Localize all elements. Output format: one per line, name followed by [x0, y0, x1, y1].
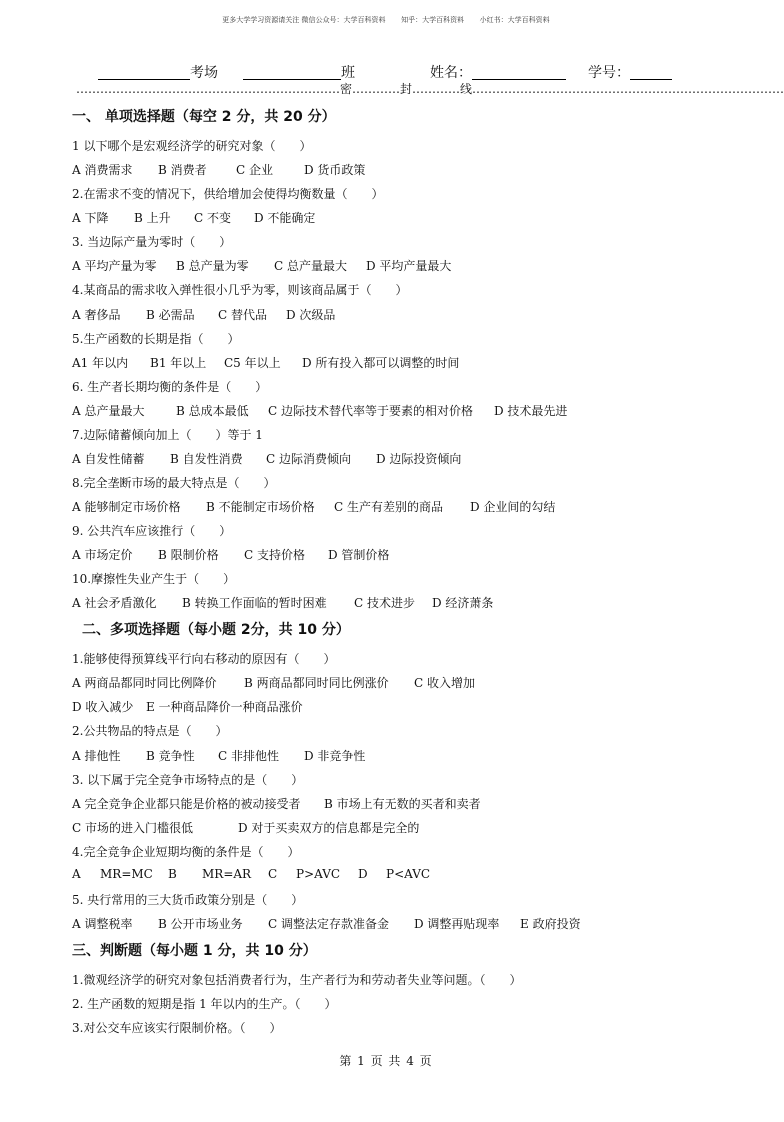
option[interactable]: C 调整法定存款准备金 [268, 917, 389, 931]
option[interactable]: D 次级品 [286, 308, 336, 322]
top-promo-note: 更多大学学习资源请关注 微信公众号：大学百科资料 知乎：大学百科资料 小红书：大学百科资料 [222, 16, 550, 24]
option-text[interactable]: P<AVC [386, 867, 431, 881]
question: 1.能够使得预算线平行向右移动的原因有（ ） [72, 652, 336, 666]
option[interactable]: B 限制价格 [158, 548, 219, 562]
option[interactable]: D 调整再贴现率 [414, 917, 500, 931]
option[interactable]: A 能够制定市场价格 [72, 500, 181, 514]
section-title-multiple-choice: 二、多项选择题（每小题 2分，共 10 分） [82, 622, 350, 638]
option[interactable]: C5 年以上 [224, 356, 281, 370]
question: 1 以下哪个是宏观经济学的研究对象（ ） [72, 139, 312, 153]
option[interactable]: A 调整税率 [72, 917, 133, 931]
option-text[interactable]: MR=MC [100, 867, 153, 881]
option[interactable]: B 总产量为零 [176, 259, 249, 273]
option[interactable]: A 两商品都同时同比例降价 [72, 676, 217, 690]
question: 2.在需求不变的情况下，供给增加会使得均衡数量（ ） [72, 187, 384, 201]
option[interactable]: B 上升 [134, 211, 171, 225]
seal-char-xian: 线 [460, 82, 473, 96]
option[interactable]: C 技术进步 [354, 596, 415, 610]
option-letter[interactable]: D [358, 867, 368, 881]
option[interactable]: B 消费者 [158, 163, 207, 177]
option[interactable]: A 市场定价 [72, 548, 133, 562]
name-label: 姓名： [430, 65, 472, 81]
question: 4.某商品的需求收入弹性很小几乎为零，则该商品属于（ ） [72, 283, 408, 297]
exam-site-field [98, 62, 218, 82]
option[interactable]: A 自发性储蓄 [72, 452, 145, 466]
question: 3. 当边际产量为零时（ ） [72, 235, 232, 249]
judge-question: 3.对公交车应该实行限制价格。（ ） [72, 1021, 282, 1035]
option[interactable]: C 生产有差别的商品 [334, 500, 443, 514]
seal-char-feng: 封 [400, 82, 413, 96]
judge-question: 1.微观经济学的研究对象包括消费者行为，生产者行为和劳动者失业等问题。（ ） [72, 973, 522, 987]
option[interactable]: A 排他性 [72, 749, 121, 763]
option-letter[interactable]: A [72, 867, 81, 881]
question: 7.边际储蓄倾向加上（ ）等于 1 [72, 428, 263, 442]
exam-site-blank[interactable] [98, 65, 190, 80]
option[interactable]: E 一种商品降价一种商品涨价 [146, 700, 303, 714]
option[interactable]: C 边际技术替代率等于要素的相对价格 [268, 404, 473, 418]
option[interactable]: C 不变 [194, 211, 231, 225]
option[interactable]: C 替代品 [218, 308, 267, 322]
option[interactable]: C 非排他性 [218, 749, 279, 763]
option[interactable]: B 自发性消费 [170, 452, 243, 466]
option[interactable]: B1 年以上 [150, 356, 207, 370]
option[interactable]: B 公开市场业务 [158, 917, 243, 931]
option-letter[interactable]: C [268, 867, 278, 881]
option-letter[interactable]: B [168, 867, 177, 881]
option[interactable]: D 经济萧条 [432, 596, 494, 610]
name-blank[interactable] [472, 65, 566, 80]
seal-char-mi: 密 [340, 82, 353, 96]
student-id-blank[interactable] [630, 65, 672, 80]
section-title-single-choice: 一、 单项选择题（每空 2 分，共 20 分） [72, 109, 336, 125]
option[interactable]: D 平均产量最大 [366, 259, 452, 273]
option[interactable]: B 总成本最低 [176, 404, 249, 418]
class-field [243, 62, 355, 82]
option[interactable]: B 转换工作面临的暂时困难 [182, 596, 327, 610]
option[interactable]: A1 年以内 [72, 356, 129, 370]
option[interactable]: A 社会矛盾激化 [72, 596, 157, 610]
class-blank[interactable] [243, 65, 341, 80]
exam-site-label: 考场 [190, 65, 218, 81]
option-text[interactable]: MR=AR [202, 867, 252, 881]
seal-line: …………………………………………………………密…………封…………线…………………………………………………………………… [76, 82, 784, 96]
option[interactable]: B 竞争性 [146, 749, 195, 763]
option[interactable]: C 企业 [236, 163, 273, 177]
option[interactable]: D 不能确定 [254, 211, 316, 225]
option[interactable]: D 货币政策 [304, 163, 366, 177]
question: 8.完全垄断市场的最大特点是（ ） [72, 476, 276, 490]
option[interactable]: D 收入减少 [72, 700, 134, 714]
option[interactable]: D 对于买卖双方的信息都是完全的 [238, 821, 420, 835]
option[interactable]: C 收入增加 [414, 676, 475, 690]
option[interactable]: B 市场上有无数的买者和卖者 [324, 797, 481, 811]
exam-info-row [98, 62, 688, 82]
question: 9. 公共汽车应该推行（ ） [72, 524, 232, 538]
option[interactable]: D 企业间的勾结 [470, 500, 556, 514]
question: 3. 以下属于完全竞争市场特点的是（ ） [72, 773, 304, 787]
option[interactable]: B 两商品都同时同比例涨价 [244, 676, 389, 690]
student-id-label: 学号： [588, 65, 630, 81]
option[interactable]: A 总产量最大 [72, 404, 145, 418]
option[interactable]: B 必需品 [146, 308, 195, 322]
option[interactable]: C 总产量最大 [274, 259, 347, 273]
option[interactable]: D 所有投入都可以调整的时间 [302, 356, 460, 370]
section-title-true-false: 三、判断题（每小题 1 分，共 10 分） [72, 943, 317, 959]
option[interactable]: A 消费需求 [72, 163, 133, 177]
option[interactable]: E 政府投资 [520, 917, 581, 931]
page-footer: 第 1 页 共 4 页 [339, 1054, 433, 1068]
option[interactable]: A 平均产量为零 [72, 259, 157, 273]
question: 4.完全竞争企业短期均衡的条件是（ ） [72, 845, 300, 859]
option[interactable]: D 技术最先进 [494, 404, 568, 418]
option[interactable]: D 非竞争性 [304, 749, 366, 763]
name-field [430, 62, 566, 82]
judge-question: 2. 生产函数的短期是指 1 年以内的生产。（ ） [72, 997, 337, 1011]
option[interactable]: C 支持价格 [244, 548, 305, 562]
option[interactable]: A 完全竞争企业都只能是价格的被动接受者 [72, 797, 301, 811]
student-id-field [588, 62, 672, 82]
option-text[interactable]: P>AVC [296, 867, 341, 881]
option[interactable]: D 管制价格 [328, 548, 390, 562]
question: 2.公共物品的特点是（ ） [72, 724, 228, 738]
option[interactable]: D 边际投资倾向 [376, 452, 462, 466]
option[interactable]: A 下降 [72, 211, 109, 225]
class-label: 班 [341, 65, 355, 81]
option[interactable]: C 边际消费倾向 [266, 452, 351, 466]
question: 5. 央行常用的三大货币政策分别是（ ） [72, 893, 304, 907]
option[interactable]: A 奢侈品 [72, 308, 121, 322]
option[interactable]: C 市场的进入门槛很低 [72, 821, 193, 835]
question: 10.摩擦性失业产生于（ ） [72, 572, 236, 586]
option[interactable]: B 不能制定市场价格 [206, 500, 315, 514]
question: 6. 生产者长期均衡的条件是（ ） [72, 380, 268, 394]
question: 5.生产函数的长期是指（ ） [72, 332, 240, 346]
